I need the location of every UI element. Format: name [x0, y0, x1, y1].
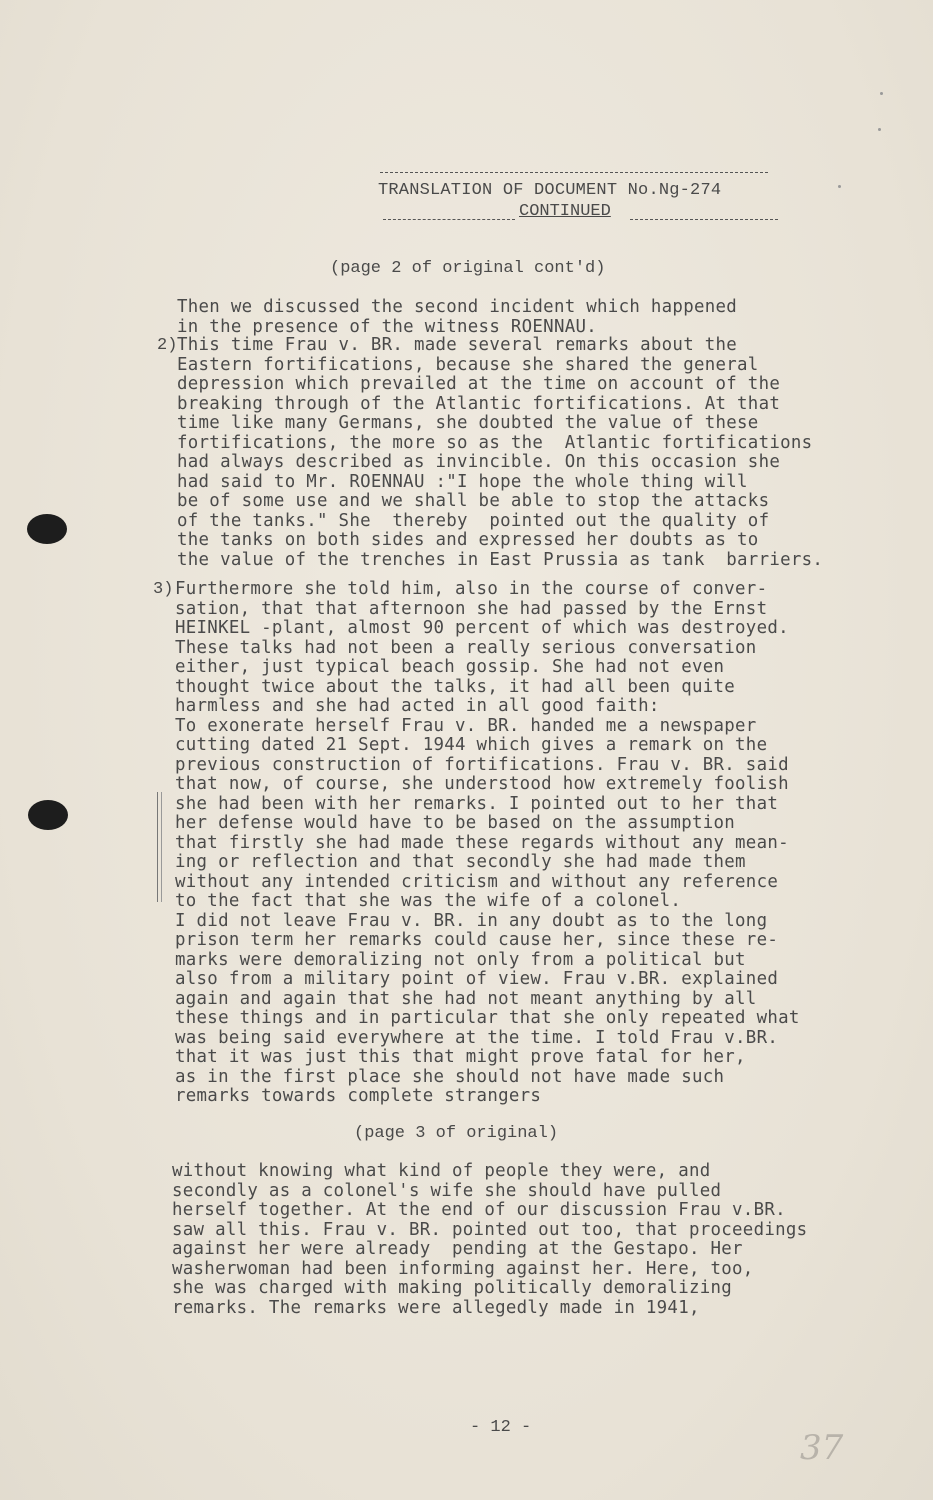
- paper-speck: [878, 128, 881, 131]
- page-number: - 12 -: [470, 1418, 532, 1437]
- document-continued: CONTINUED: [519, 202, 611, 221]
- paper-speck: [880, 92, 883, 95]
- header-rule-top: [380, 172, 768, 173]
- paragraph-3-number: 3): [153, 580, 174, 599]
- document-title: TRANSLATION OF DOCUMENT No.Ng-274: [378, 181, 722, 200]
- handwritten-page-number: 37: [800, 1428, 844, 1468]
- punch-hole: [27, 514, 67, 544]
- page-2-note: (page 2 of original cont'd): [330, 259, 606, 278]
- punch-hole: [28, 800, 68, 830]
- paragraph-3: Furthermore she told him, also in the course of conver- sation, that that afternoon she had passed by the Ernst HEINKEL -plant, almost 90 percent of which was destroyed. These talks had not been a really serious conversation either, just typical beach gossip. She had not even thought twice about the talks, it had all been quite harmless and she had acted in all good faith: To exonerate herself Frau v. BR. handed me a newspaper cutting dated 21 Sept. 1944 which gives a remark on the previous construction of fortifications. Frau v. BR. said that now, of course, she understood how extremely foolish she had been with her remarks. I pointed out to her that her defense would have to be based on the assumption that firstly she had made these regards without any mean- ing or reflection and that secondly she had made them without any intended criticism and without any reference to the fact that she was the wife of a colonel. I did not leave Frau v. BR. in any doubt as to the long prison term her remarks could cause her, since these re- marks were demoralizing not only from a political but also from a military point of view. Frau v.BR. explained again and again that she had not meant anything by all these things and in particular that she only repeated what was being said everywhere at the time. I told Frau v.BR. that it was just this that might prove fatal for her, as in the first place she should not have made such remarks towards complete strangers: [175, 579, 800, 1106]
- page-3-note: (page 3 of original): [354, 1124, 559, 1143]
- header-rule-bottom-right: [630, 219, 778, 220]
- paragraph-2-number: 2): [157, 336, 178, 355]
- paper-speck: [838, 185, 841, 188]
- margin-mark: [157, 792, 162, 902]
- paragraph-2: This time Frau v. BR. made several remarks about the Eastern fortifications, because she shared the general depression which prevailed at the time on account of the breaking through of the Atlantic fortifications. At that time like many Germans, she doubted the value of these fortifications, the more so as the Atlantic fortifications had always described as invincible. On this occasion she had said to Mr. ROENNAU :"I hope the whole thing will be of some use and we shall be able to stop the attacks of the tanks." She thereby pointed out the quality of the tanks on both sides and expressed her doubts as to the value of the trenches in East Prussia as tank barriers.: [177, 335, 824, 570]
- paragraph-continued: without knowing what kind of people they were, and secondly as a colonel's wife she should have pulled herself together. At the end of our discussion Frau v.BR. saw all this. Frau v. BR. pointed out too, that proceedings against her were already pending at the Gestapo. Her washerwoman had been informing against her. Here, too, she was charged with making politically demoralizing remarks. The remarks were allegedly made in 1941,: [172, 1161, 808, 1318]
- paragraph-intro: Then we discussed the second incident which happened in the presence of the witness ROENNAU.: [177, 297, 738, 337]
- header-rule-bottom-left: [383, 219, 515, 220]
